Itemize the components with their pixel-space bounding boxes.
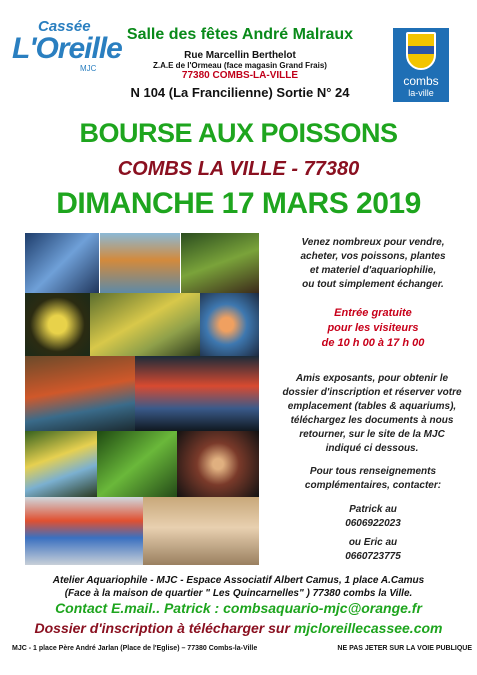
contact-eric bbox=[278, 536, 468, 564]
event-location: COMBS LA VILLE - 77380 bbox=[117, 158, 360, 180]
venue-header bbox=[95, 26, 385, 100]
logo-top-text: Cassée bbox=[38, 18, 91, 35]
contact-phone[interactable]: 0606922023 bbox=[345, 518, 401, 529]
intro-line: et materiel d'aquariophilie, bbox=[309, 265, 437, 276]
fish-photo bbox=[25, 497, 143, 565]
logo-city-text: combs bbox=[403, 74, 439, 88]
registration-line bbox=[0, 620, 477, 636]
info-line: complémentaires, contacter: bbox=[304, 480, 442, 491]
mjc-address: MJC - 1 place Père André Jarlan (Place de l'Eglise) – 77380 Combs-la-Ville bbox=[12, 645, 258, 652]
fish-photo bbox=[25, 431, 97, 497]
contact-email[interactable]: Contact E.mail.. Patrick : combsaquario-mjc@orange.fr bbox=[55, 600, 422, 616]
intro-line: acheter, vos poissons, plantes bbox=[300, 251, 446, 262]
fish-photo bbox=[200, 293, 259, 356]
fish-photo bbox=[143, 497, 259, 565]
entry-line: de 10 h 00 à 17 h 00 bbox=[321, 337, 425, 349]
logo-main-text: L'Oreille bbox=[12, 32, 122, 65]
contact-name: ou Eric au bbox=[348, 537, 398, 548]
fish-photo bbox=[97, 431, 177, 497]
contact-patrick bbox=[278, 503, 468, 531]
venue-name: Salle des fêtes André Malraux bbox=[126, 26, 354, 43]
venue-street: Rue Marcellin Berthelot bbox=[184, 50, 296, 61]
exhibitors-line: téléchargez les documents à nous bbox=[290, 415, 454, 426]
registration-text: Dossier d'inscription à télécharger sur bbox=[34, 620, 290, 636]
info-text bbox=[278, 465, 468, 493]
footer-bottom bbox=[12, 645, 472, 652]
entry-line: Entrée gratuite bbox=[334, 307, 412, 319]
logo-city-sub-text: la-ville bbox=[408, 88, 434, 98]
litter-notice: NE PAS JETER SUR LA VOIE PUBLIQUE bbox=[337, 645, 472, 652]
logo-sub-text: MJC bbox=[80, 64, 97, 73]
fish-photo bbox=[177, 431, 259, 497]
info-line: Pour tous renseignements bbox=[309, 466, 437, 477]
fish-photo bbox=[90, 293, 200, 356]
venue-city: 77380 COMBS-LA-VILLE bbox=[181, 70, 299, 81]
entry-line: pour les visiteurs bbox=[327, 322, 419, 334]
intro-line: Venez nombreux pour vendre, bbox=[301, 237, 445, 248]
atelier-address: Atelier Aquariophile - MJC - Espace Associatif Albert Camus, 1 place A.Camus bbox=[52, 575, 425, 586]
combs-la-ville-logo bbox=[393, 28, 449, 102]
event-date: DIMANCHE 17 MARS 2019 bbox=[56, 187, 421, 220]
fish-photo bbox=[100, 233, 180, 293]
fish-photo bbox=[181, 233, 259, 293]
fish-photo bbox=[25, 293, 90, 356]
fish-photo bbox=[135, 356, 259, 431]
website-link[interactable]: mjcloreillecassee.com bbox=[293, 620, 443, 636]
intro-line: ou tout simplement échanger. bbox=[302, 279, 444, 290]
entry-text bbox=[278, 306, 468, 351]
venue-zae: Z.A.E de l'Ormeau (face magasin Grand Frais) bbox=[153, 61, 327, 70]
exhibitors-text bbox=[272, 372, 472, 456]
exhibitors-line: retourner, sur le site de la MJC bbox=[299, 429, 445, 440]
intro-text bbox=[278, 236, 468, 292]
contact-name: Patrick au bbox=[349, 504, 397, 515]
fish-photo bbox=[25, 233, 99, 293]
exhibitors-line: dossier d'inscription et réserver votre bbox=[282, 387, 462, 398]
exhibitors-line: indiqué ci dessous. bbox=[325, 443, 419, 454]
coat-of-arms-icon bbox=[406, 32, 436, 70]
atelier-location: (Face à la maison de quartier " Les Quincarnelles" ) 77380 combs la Ville. bbox=[64, 588, 413, 599]
event-title: BOURSE AUX POISSONS bbox=[79, 118, 398, 148]
exhibitors-line: Amis exposants, pour obtenir le bbox=[295, 373, 449, 384]
exhibitors-line: emplacement (tables & aquariums), bbox=[287, 401, 457, 412]
mjc-logo bbox=[10, 18, 122, 76]
venue-route: N 104 (La Francilienne) Sortie N° 24 bbox=[130, 85, 350, 100]
fish-photo bbox=[25, 356, 135, 431]
contact-phone[interactable]: 0660723775 bbox=[345, 551, 401, 562]
